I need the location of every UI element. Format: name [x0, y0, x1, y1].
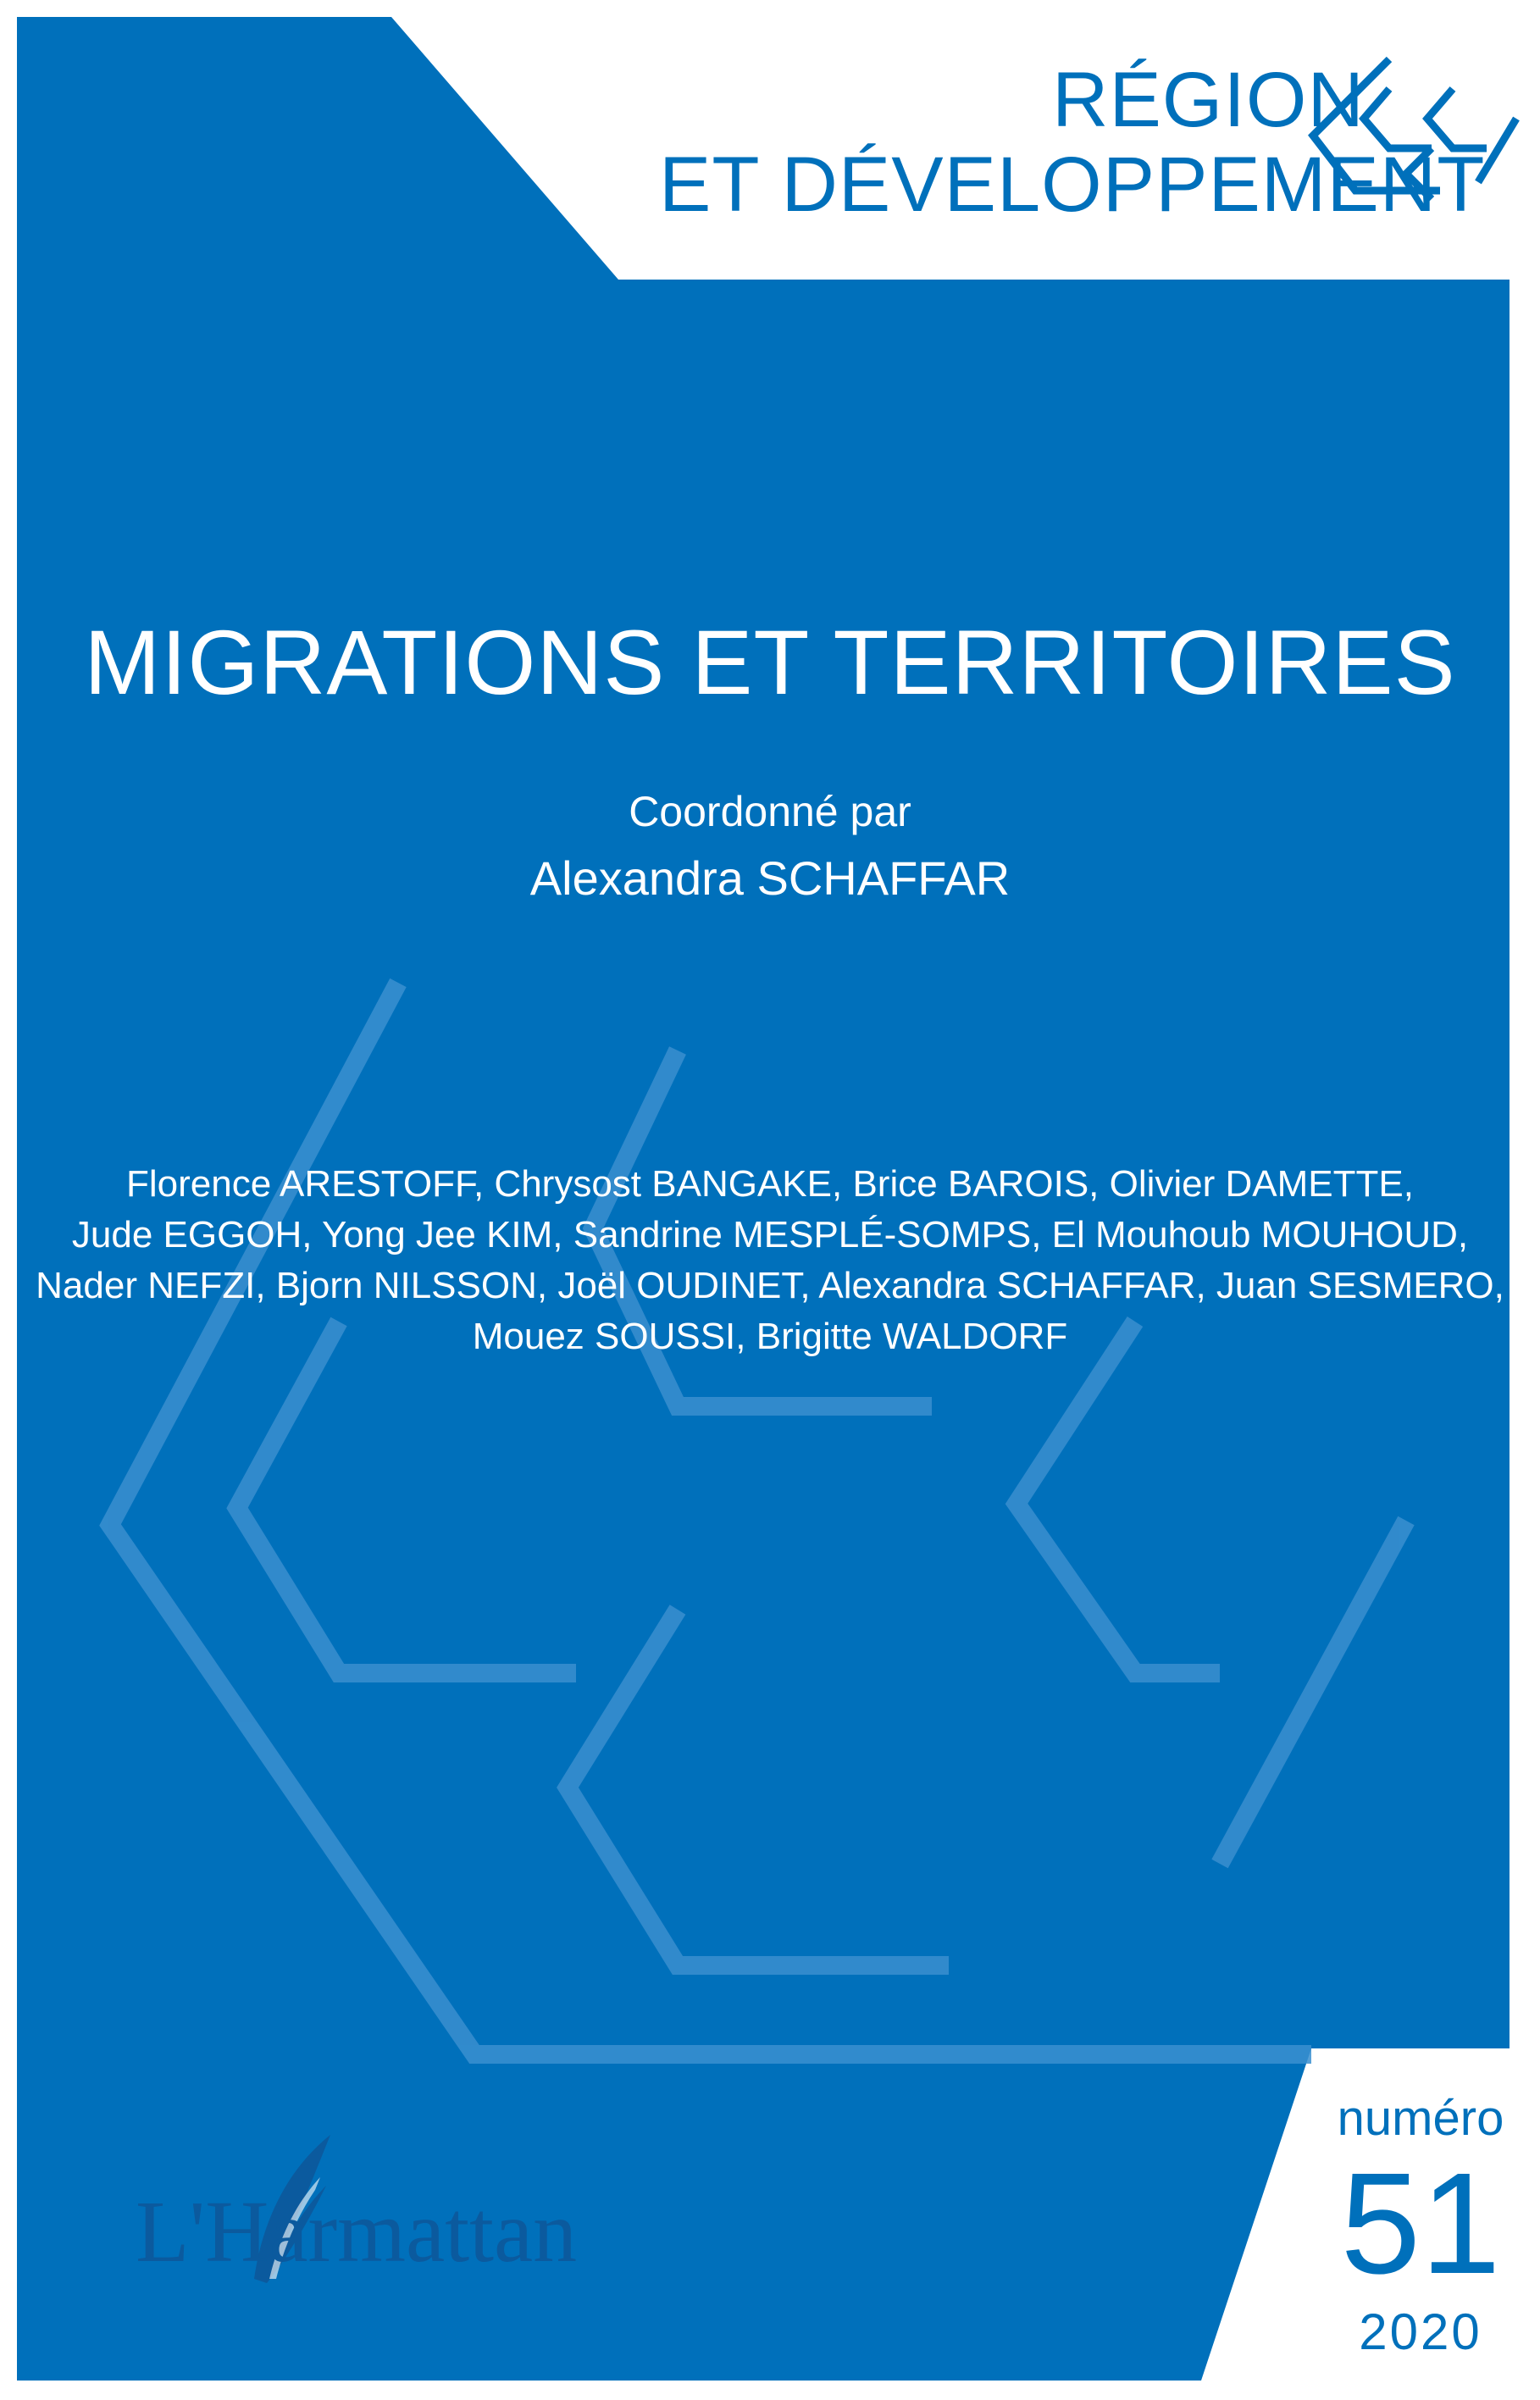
issue-year: 2020 — [1359, 2303, 1482, 2360]
publisher-name: L'Harmattan — [136, 2183, 578, 2281]
authors-line: Jude EGGOH, Yong Jee KIM, Sandrine MESPLÉ-SOMPS, El Mouhoub MOUHOUD, — [71, 1214, 1469, 1255]
issue-number: 51 — [1340, 2143, 1501, 2304]
coordination-label: Coordonné par — [629, 788, 911, 835]
coordinator-name: Alexandra SCHAFFAR — [529, 851, 1011, 905]
authors-line: Florence ARESTOFF, Chrysost BANGAKE, Brice BAROIS, Olivier DAMETTE, — [126, 1163, 1414, 1205]
book-title: MIGRATIONS ET TERRITOIRES — [84, 611, 1456, 713]
series-title-line-2: ET DÉVELOPPEMENT — [659, 141, 1486, 228]
series-title-line-1: RÉGION — [1052, 57, 1365, 143]
authors-line: Nader NEFZI, Bjorn NILSSON, Joël OUDINET, Alexandra SCHAFFAR, Juan SESMERO, — [36, 1265, 1504, 1306]
issue-label: numéro — [1337, 2091, 1504, 2146]
authors-line: Mouez SOUSSI, Brigitte WALDORF — [472, 1316, 1068, 1357]
